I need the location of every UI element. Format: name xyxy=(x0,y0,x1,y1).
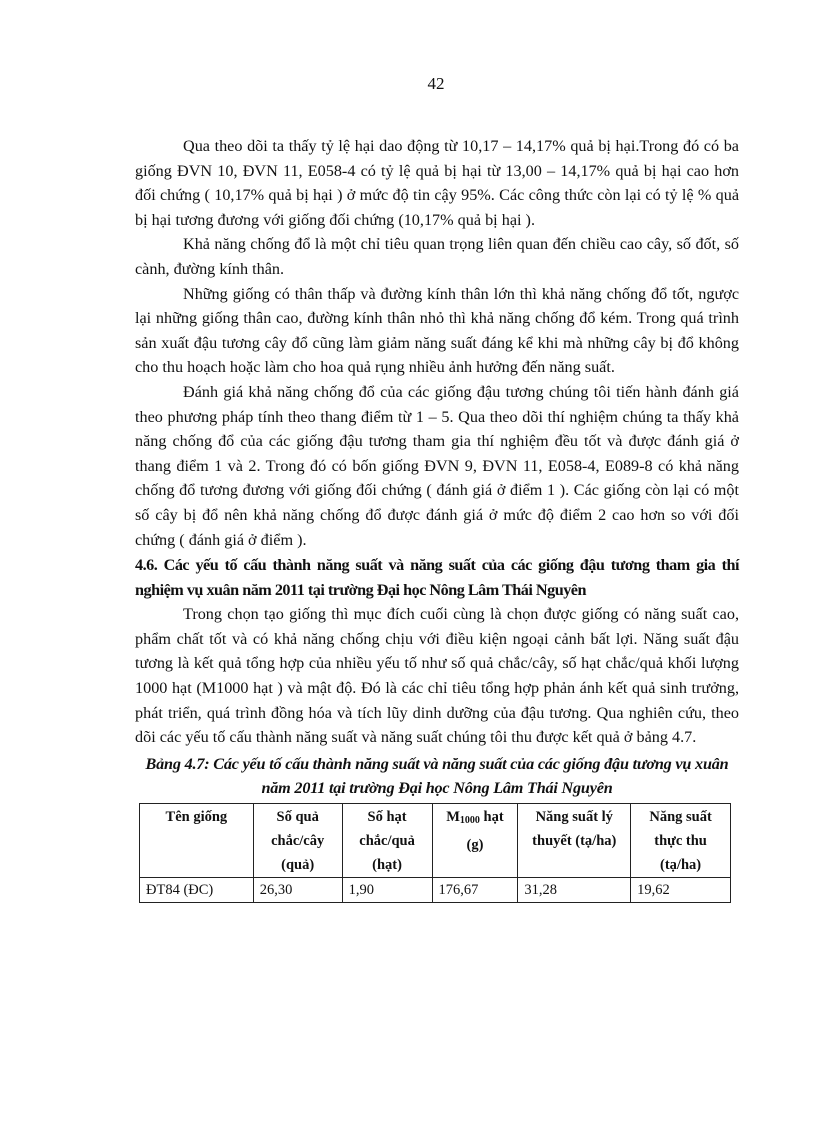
header-seeds-per-pod: Số hạt chắc/quả (hạt) xyxy=(342,804,432,878)
table-cell: 19,62 xyxy=(631,878,731,903)
paragraph: Trong chọn tạo giống thì mục đích cuối cùng là chọn được giống có năng suất cao, phẩm chất tốt và có khả năng chống chịu với điều kiện ngoại cảnh bất lợi. Năng suất đậu tương là kết quả tổng hợp của nhiều yếu tố như số quả chắc/cây, số hạt chắc/quả khối lượng 1000 hạt (M1000 hạt ) và mật độ. Đó là các chỉ tiêu tổng hợp phản ánh kết quả sinh trưởng, phát triển, quá trình đồng hóa và tích lũy dinh dưỡng của đậu tương. Qua nghiên cứu, theo dõi các yếu tố cấu thành năng suất và năng suất chúng tôi thu được kết quả ở bảng 4.7. xyxy=(135,605,739,747)
header-actual-yield: Năng suất thực thu (tạ/ha) xyxy=(631,804,731,878)
table-cell: 1,90 xyxy=(342,878,432,903)
section-heading: 4.6. Các yếu tố cấu thành năng suất và năng suất của các giống đậu tương tham gia thí nghiệm vụ xuân năm 2011 tại trường Đại học Nông Lâm Thái Nguyên xyxy=(135,556,739,599)
document-body xyxy=(135,134,739,903)
paragraph: Qua theo dõi ta thấy tỷ lệ hại dao động từ 10,17 – 14,17% quả bị hại.Trong đó có ba giống ĐVN 10, ĐVN 11, E058-4 có tỷ lệ quả bị hại từ 13,00 – 14,17% quả bị hại cao hơn đối chứng ( 10,17% quả bị hại ) ở mức độ tin cậy 95%. Các công thức còn lại có tỷ lệ % quả bị hại tương đương với giống đối chứng (10,17% quả bị hại ). xyxy=(135,137,739,229)
table-cell: ĐT84 (ĐC) xyxy=(140,878,254,903)
yield-table xyxy=(139,803,731,903)
table-row xyxy=(140,878,731,903)
paragraph: Đánh giá khả năng chống đổ của các giống đậu tương chúng tôi tiến hành đánh giá theo phương pháp tính theo thang điểm từ 1 – 5. Qua theo dõi thí nghiệm chúng ta thấy khả năng chống đổ của các giống đậu tương tham gia thí nghiệm đều tốt và được đánh giá ở thang điểm 1 và 2. Trong đó có bốn giống ĐVN 9, ĐVN 11, E058-4, E089-8 có khả năng chống đổ tương đương với giống đối chứng ( đánh giá ở điểm 1 ). Các giống còn lại có một số cây bị đổ nên khả năng chống đổ được đánh giá ở mức độ điểm 2 cao hơn so với đối chứng ( đánh giá ở điểm ). xyxy=(135,382,739,549)
table-caption: Bảng 4.7: Các yếu tố cấu thành năng suất và năng suất của các giống đậu tương vụ xuân năm 2011 tại trường Đại học Nông Lâm Thái Nguyên xyxy=(145,754,729,798)
table-cell: 26,30 xyxy=(253,878,342,903)
paragraph: Những giống có thân thấp và đường kính thân lớn thì khả năng chống đổ tốt, ngược lại những giống thân cao, đường kính thân nhỏ thì khả năng chống đổ kém. Trong quá trình sản xuất đậu tương cây đổ cũng làm giảm năng suất đáng kể khi mà những cây bị đổ không cho thu hoạch hoặc làm cho hoa quả rụng nhiều ảnh hưởng đến năng suất. xyxy=(135,284,739,377)
table-cell: 176,67 xyxy=(432,878,518,903)
header-variety: Tên giống xyxy=(140,804,254,878)
header-theoretical-yield: Năng suất lý thuyết (tạ/ha) xyxy=(518,804,631,878)
header-1000-seed-weight: $M_{1000}$ hạt (g) xyxy=(432,804,518,878)
table-cell: 31,28 xyxy=(518,878,631,903)
table-header-row xyxy=(140,804,731,878)
paragraph: Khả năng chống đổ là một chỉ tiêu quan trọng liên quan đến chiều cao cây, số đốt, số cành, đường kính thân. xyxy=(135,235,739,278)
page-number: 42 xyxy=(427,74,445,93)
header-pods-per-plant: Số quả chắc/cây (quả) xyxy=(253,804,342,878)
